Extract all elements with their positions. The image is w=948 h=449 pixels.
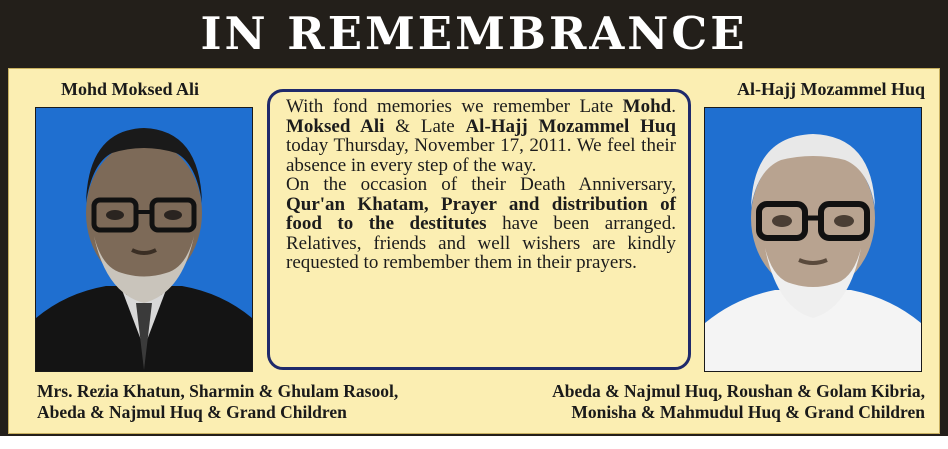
left-person-name: Mohd Moksed Ali [61,79,200,99]
left-family-list [37,381,398,423]
left-family-line: Abeda & Najmul Huq & Grand Children [37,402,347,422]
message-text: With fond memories we remember Late [286,96,623,117]
message-paragraph-1 [286,97,676,175]
right-family-line: Monisha & Mahmudul Huq & Grand Children [571,402,925,422]
message-text: On the occasion of their Death Anniversary, [286,174,676,195]
message-bold-name: Al-Hajj Mozammel Huq [465,115,677,137]
page-title: IN REMEMBRANCE [200,6,748,60]
right-family-line: Abeda & Najmul Huq, Roushan & Golam Kibria, [552,381,925,401]
header-banner [0,0,948,66]
left-portrait-photo [35,107,253,372]
message-text: . [671,96,676,117]
message-bold-name: Moksed Ali [286,115,385,137]
remembrance-message-frame [267,89,691,370]
left-family-line: Mrs. Rezia Khatun, Sharmin & Ghulam Rasool, [37,381,399,401]
right-person-name: Al-Hajj Mozammel Huq [737,79,925,99]
portrait-photo-icon [36,108,252,371]
message-bold-name: Mohd [622,96,672,117]
right-family-list [552,381,925,423]
content-panel [8,68,940,434]
message-text: & Late [384,115,466,137]
portrait-photo-icon [705,108,921,371]
message-text: today Thursday, November 17, 2011. We feel their absence in every step of the way. [286,135,676,176]
right-portrait-photo [704,107,922,372]
message-text: have been arranged. Relatives, friends and well wishers are kindly requested to rembember them in their prayers. [286,213,676,273]
message-paragraph-2 [286,175,676,273]
message-bold-text: Qur'an Khatam, Prayer and distribution of food to the destitutes [286,193,676,234]
